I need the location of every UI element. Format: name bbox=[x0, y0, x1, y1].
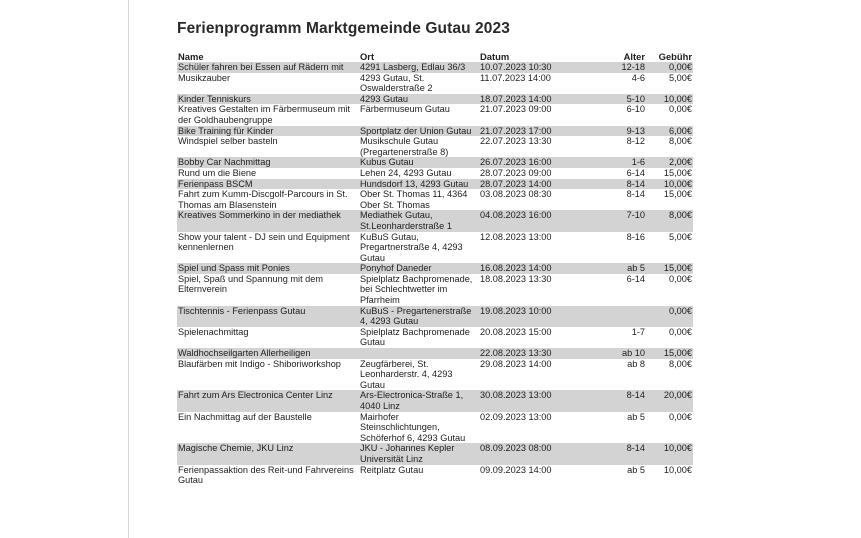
cell-gebuehr: 0,00€ bbox=[669, 273, 692, 284]
cell-ort: Mairhofer Steinschlichtungen, Schöferhof 6, 4293 Gutau bbox=[360, 411, 466, 443]
cell-gebuehr: 15,00€ bbox=[663, 167, 692, 178]
table-row bbox=[177, 412, 693, 444]
document-page bbox=[177, 20, 693, 486]
table-row bbox=[177, 306, 693, 327]
cell-ort: Zeugfärberei, St. Leonharderstr. 4, 4293 Gutau bbox=[360, 358, 453, 390]
table-row bbox=[177, 348, 693, 359]
cell-name: Bike Training für Kinder bbox=[177, 126, 359, 137]
cell-datum: 02.09.2023 13:00 bbox=[480, 411, 552, 422]
cell-gebuehr: 8,00€ bbox=[646, 210, 693, 231]
cell-name: Bobby Car Nachmittag bbox=[177, 157, 359, 168]
cell-datum: 03.08.2023 08:30 bbox=[480, 189, 552, 200]
cell-name: Show your talent - DJ sein und Equipment kennenlernen bbox=[178, 231, 350, 253]
cell-datum: 20.08.2023 15:00 bbox=[480, 326, 552, 337]
cell-datum: 21.07.2023 09:00 bbox=[480, 104, 552, 115]
cell-datum: 10.07.2023 10:30 bbox=[479, 62, 599, 73]
cell-alter: ab 10 bbox=[599, 348, 646, 359]
header-ort: Ort bbox=[360, 51, 375, 62]
cell-name: Magische Chemie, JKU Linz bbox=[177, 443, 359, 464]
table-row bbox=[177, 359, 693, 391]
cell-datum: 04.08.2023 16:00 bbox=[479, 210, 599, 231]
cell-gebuehr: 10,00€ bbox=[646, 179, 693, 190]
cell-gebuehr: 0,00€ bbox=[646, 306, 693, 327]
header-alter: Alter bbox=[623, 51, 645, 62]
cell-alter: 5-10 bbox=[599, 94, 646, 105]
cell-gebuehr: 6,00€ bbox=[646, 126, 693, 137]
table-row bbox=[177, 210, 693, 231]
table-row bbox=[177, 232, 693, 264]
cell-datum: 19.08.2023 10:00 bbox=[479, 306, 599, 327]
table-row bbox=[177, 73, 693, 94]
table-row bbox=[177, 263, 693, 274]
cell-ort: Ars-Electronica-Straße 1, 4040 Linz bbox=[359, 390, 479, 411]
document-title: Ferienprogramm Marktgemeinde Gutau 2023 bbox=[177, 20, 510, 37]
table-row bbox=[177, 274, 693, 306]
cell-name: Windspiel selber basteln bbox=[178, 136, 278, 147]
cell-gebuehr: 10,00€ bbox=[646, 443, 693, 464]
cell-datum: 11.07.2023 14:00 bbox=[480, 72, 551, 83]
cell-name: Spielenachmittag bbox=[178, 326, 249, 337]
cell-alter: ab 5 bbox=[627, 464, 645, 475]
cell-ort: 4293 Gutau, St. Oswalderstraße 2 bbox=[360, 72, 433, 94]
cell-alter: 8-12 bbox=[626, 136, 645, 147]
cell-ort: 4293 Gutau bbox=[359, 94, 479, 105]
cell-name: Fahrt zum Kumm-Discgolf-Parcours in St. Thomas am Blasenstein bbox=[178, 189, 348, 210]
cell-gebuehr: 0,00€ bbox=[669, 326, 692, 337]
cell-alter: 8-14 bbox=[599, 179, 646, 190]
cell-name: Rund um die Biene bbox=[178, 167, 257, 178]
cell-datum: 08.09.2023 08:00 bbox=[479, 443, 599, 464]
cell-name: Tischtennis - Ferienpass Gutau bbox=[177, 306, 359, 327]
header-datum: Datum bbox=[480, 51, 510, 62]
cell-datum: 16.08.2023 14:00 bbox=[479, 263, 599, 274]
cell-ort: Mediathek Gutau, St.Leonharderstraße 1 bbox=[359, 210, 479, 231]
cell-ort bbox=[359, 348, 479, 359]
cell-ort: JKU - Johannes Kepler Universität Linz bbox=[359, 443, 479, 464]
cell-gebuehr: 15,00€ bbox=[646, 348, 693, 359]
cell-datum: 28.07.2023 09:00 bbox=[480, 167, 552, 178]
table-row bbox=[177, 327, 693, 348]
cell-name: Kreatives Gestalten im Färbermuseum mit der Goldhaubengruppe bbox=[178, 104, 351, 125]
cell-alter: 1-7 bbox=[631, 326, 645, 337]
cell-ort: 4291 Lasberg, Edlau 36/3 bbox=[359, 62, 479, 73]
cell-name: Fahrt zum Ars Electronica Center Linz bbox=[177, 390, 359, 411]
cell-ort: Lehen 24, 4293 Gutau bbox=[360, 167, 452, 178]
cell-ort: Spielplatz Bachpromenade, bei Schlechtwetter im Pfarrheim bbox=[360, 273, 473, 306]
cell-alter: 6-14 bbox=[626, 273, 645, 284]
cell-name: Kinder Tenniskurs bbox=[177, 94, 359, 105]
cell-name: Schüler fahren bei Essen auf Rädern mit bbox=[177, 62, 359, 73]
cell-datum: 28.07.2023 14:00 bbox=[479, 179, 599, 190]
table-row bbox=[177, 94, 693, 105]
cell-datum: 09.09.2023 14:00 bbox=[480, 464, 552, 475]
table-row bbox=[177, 168, 693, 179]
cell-alter: 1-6 bbox=[599, 157, 646, 168]
cell-alter: 8-14 bbox=[599, 443, 646, 464]
cell-datum: 22.08.2023 13:30 bbox=[479, 348, 599, 359]
table-row bbox=[177, 62, 693, 73]
cell-name: Spiel, Spaß und Spannung mit dem Elternverein bbox=[178, 273, 324, 295]
cell-gebuehr: 10,00€ bbox=[663, 464, 692, 475]
cell-datum: 18.08.2023 13:30 bbox=[480, 273, 552, 284]
cell-name: Ferienpassaktion des Reit-und Fahrvereins Gutau bbox=[178, 464, 354, 486]
cell-gebuehr: 0,00€ bbox=[646, 62, 693, 73]
cell-gebuehr: 5,00€ bbox=[669, 72, 692, 83]
cell-ort: KuBuS Gutau, Pregartnerstraße 4, 4293 Gutau bbox=[360, 231, 463, 263]
cell-ort: Musikschule Gutau (Pregartenerstraße 8) bbox=[360, 136, 449, 157]
cell-alter: 7-10 bbox=[599, 210, 646, 231]
cell-name: Blaufärben mit Indigo - Shiboriworkshop bbox=[178, 358, 341, 369]
cell-gebuehr: 0,00€ bbox=[669, 104, 692, 115]
cell-gebuehr: 15,00€ bbox=[646, 263, 693, 274]
cell-gebuehr: 8,00€ bbox=[669, 136, 692, 147]
cell-ort: KuBuS - Pregartenerstraße 4, 4293 Gutau bbox=[359, 306, 479, 327]
cell-alter: 6-10 bbox=[626, 104, 645, 115]
cell-alter: 8-14 bbox=[626, 189, 645, 200]
cell-alter: 4-6 bbox=[631, 72, 645, 83]
cell-name: Waldhochseilgarten Allerheiligen bbox=[177, 348, 359, 359]
table-row bbox=[177, 179, 693, 190]
cell-alter: 6-14 bbox=[626, 167, 645, 178]
cell-gebuehr: 20,00€ bbox=[646, 390, 693, 411]
table-header-row bbox=[177, 51, 693, 62]
cell-datum: 21.07.2023 17:00 bbox=[479, 126, 599, 137]
table-row bbox=[177, 390, 693, 411]
cell-ort: Hundsdorf 13, 4293 Gutau bbox=[359, 179, 479, 190]
header-name: Name bbox=[178, 51, 204, 62]
cell-alter: 8-16 bbox=[626, 231, 645, 242]
cell-name: Ferienpass BSCM bbox=[177, 179, 359, 190]
page-edge-line bbox=[128, 0, 129, 538]
cell-ort: Reitplatz Gutau bbox=[360, 464, 424, 475]
cell-alter: ab 8 bbox=[627, 358, 645, 369]
cell-gebuehr: 15,00€ bbox=[663, 189, 692, 200]
cell-datum: 30.08.2023 13:00 bbox=[479, 390, 599, 411]
cell-gebuehr: 5,00€ bbox=[669, 231, 692, 242]
cell-ort: Sportplatz der Union Gutau bbox=[359, 126, 479, 137]
program-table bbox=[177, 51, 693, 486]
table-row bbox=[177, 157, 693, 168]
table-row bbox=[177, 136, 693, 157]
cell-datum: 12.08.2023 13:00 bbox=[480, 231, 552, 242]
cell-ort: Spielplatz Bachpromenade Gutau bbox=[360, 326, 470, 348]
cell-ort: Färbermuseum Gutau bbox=[360, 104, 450, 115]
cell-alter: ab 5 bbox=[599, 263, 646, 274]
cell-ort: Kubus Gutau bbox=[359, 157, 479, 168]
cell-alter bbox=[599, 306, 646, 327]
table-row bbox=[177, 443, 693, 464]
cell-datum: 18.07.2023 14:00 bbox=[479, 94, 599, 105]
cell-alter: 8-14 bbox=[599, 390, 646, 411]
cell-gebuehr: 2,00€ bbox=[646, 157, 693, 168]
cell-datum: 29.08.2023 14:00 bbox=[480, 358, 552, 369]
table-row bbox=[177, 465, 693, 486]
cell-datum: 22.07.2023 13:30 bbox=[480, 136, 552, 147]
cell-name: Ein Nachmittag auf der Baustelle bbox=[178, 411, 312, 422]
cell-ort: Ponyhof Daneder bbox=[359, 263, 479, 274]
cell-name: Kreatives Sommerkino in der mediathek bbox=[177, 210, 359, 231]
cell-name: Musikzauber bbox=[178, 72, 231, 83]
header-gebuehr: Gebühr bbox=[658, 51, 692, 62]
cell-name: Spiel und Spass mit Ponies bbox=[177, 263, 359, 274]
cell-ort: Ober St. Thomas 11, 4364 Ober St. Thomas bbox=[360, 189, 468, 210]
table-row bbox=[177, 189, 693, 210]
cell-alter: ab 5 bbox=[627, 411, 645, 422]
cell-gebuehr: 10,00€ bbox=[646, 94, 693, 105]
table-row bbox=[177, 126, 693, 137]
cell-gebuehr: 0,00€ bbox=[669, 411, 692, 422]
cell-gebuehr: 8,00€ bbox=[669, 358, 692, 369]
table-row bbox=[177, 104, 693, 125]
cell-alter: 9-13 bbox=[599, 126, 646, 137]
cell-alter: 12-18 bbox=[599, 62, 646, 73]
cell-datum: 26.07.2023 16:00 bbox=[479, 157, 599, 168]
